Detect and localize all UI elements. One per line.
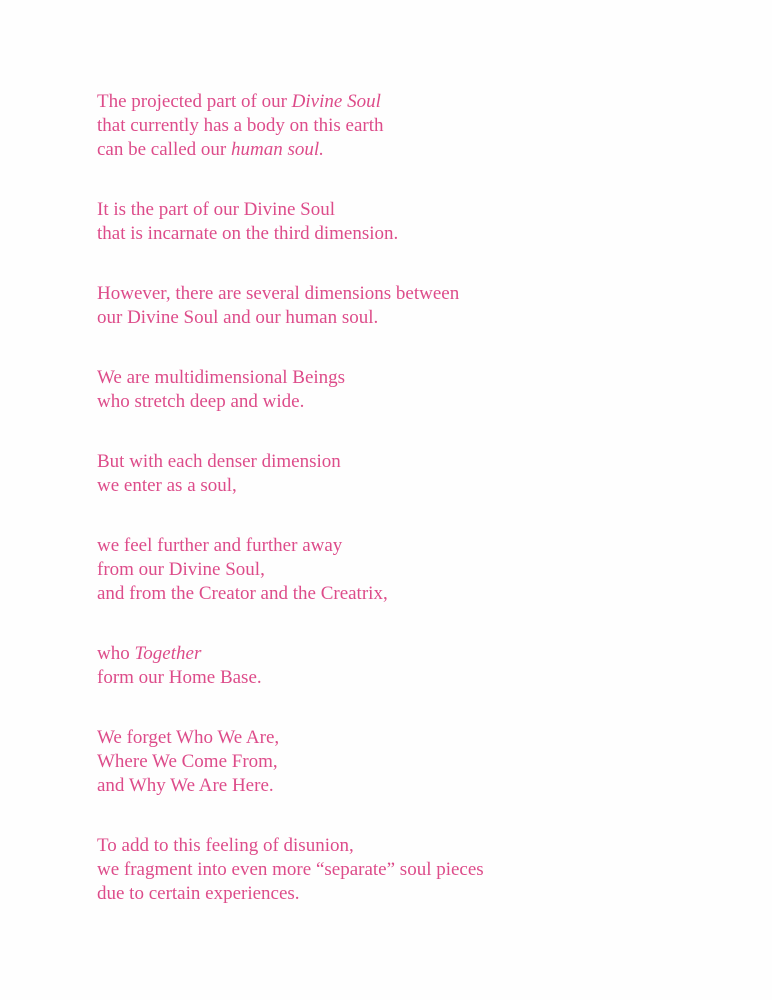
- text-run: from our Divine Soul,: [97, 559, 265, 580]
- text-run: can be called our: [97, 139, 231, 160]
- text-run: Where We Come From,: [97, 751, 278, 772]
- text-run: and from the Creator and the Creatrix,: [97, 583, 388, 604]
- text-run: due to certain experiences.: [97, 883, 300, 904]
- stanza-line: [97, 222, 737, 246]
- stanza-3: [97, 282, 737, 330]
- italic-text-run: Together: [134, 643, 202, 664]
- text-run: The projected part of our: [97, 91, 292, 112]
- text-run: form our Home Base.: [97, 667, 262, 688]
- stanza-line: [97, 306, 737, 330]
- stanza-line: [97, 834, 737, 858]
- stanza-8: [97, 726, 737, 798]
- stanza-line: [97, 90, 737, 114]
- stanza-line: [97, 198, 737, 222]
- stanza-line: [97, 534, 737, 558]
- stanza-line: [97, 666, 737, 690]
- stanza-7: [97, 642, 737, 690]
- italic-text-run: human soul.: [230, 139, 324, 160]
- stanza-line: [97, 282, 737, 306]
- stanza-2: [97, 198, 737, 246]
- text-run: However, there are several dimensions between: [97, 283, 460, 304]
- stanza-line: [97, 450, 737, 474]
- text-run: But with each denser dimension: [97, 451, 341, 472]
- stanza-4: [97, 366, 737, 414]
- stanza-line: [97, 858, 737, 882]
- text-run: that currently has a body on this earth: [97, 115, 384, 136]
- text-run: We are multidimensional Beings: [97, 367, 346, 388]
- stanza-1: [97, 90, 737, 162]
- text-run: who: [97, 643, 135, 664]
- stanza-line: [97, 774, 737, 798]
- text-run: that is incarnate on the third dimension.: [97, 223, 399, 244]
- document-body: [97, 90, 737, 942]
- stanza-9: [97, 834, 737, 906]
- stanza-line: [97, 882, 737, 906]
- stanza-line: [97, 474, 737, 498]
- stanza-line: [97, 558, 737, 582]
- text-run: We forget Who We Are,: [97, 727, 280, 748]
- stanza-5: [97, 450, 737, 498]
- text-run: we enter as a soul,: [97, 475, 237, 496]
- stanza-line: [97, 114, 737, 138]
- text-run: who stretch deep and wide.: [97, 391, 305, 412]
- stanza-line: [97, 138, 737, 162]
- stanza-line: [97, 582, 737, 606]
- text-run: we feel further and further away: [97, 535, 343, 556]
- stanza-6: [97, 534, 737, 606]
- stanza-line: [97, 642, 737, 666]
- text-run: It is the part of our Divine Soul: [97, 199, 335, 220]
- stanza-line: [97, 750, 737, 774]
- stanza-line: [97, 390, 737, 414]
- text-run: and Why We Are Here.: [97, 775, 274, 796]
- italic-text-run: Divine Soul: [291, 91, 381, 112]
- stanza-line: [97, 366, 737, 390]
- stanza-line: [97, 726, 737, 750]
- text-run: our Divine Soul and our human soul.: [97, 307, 379, 328]
- text-run: we fragment into even more “separate” soul pieces: [97, 859, 484, 880]
- text-run: To add to this feeling of disunion,: [97, 835, 354, 856]
